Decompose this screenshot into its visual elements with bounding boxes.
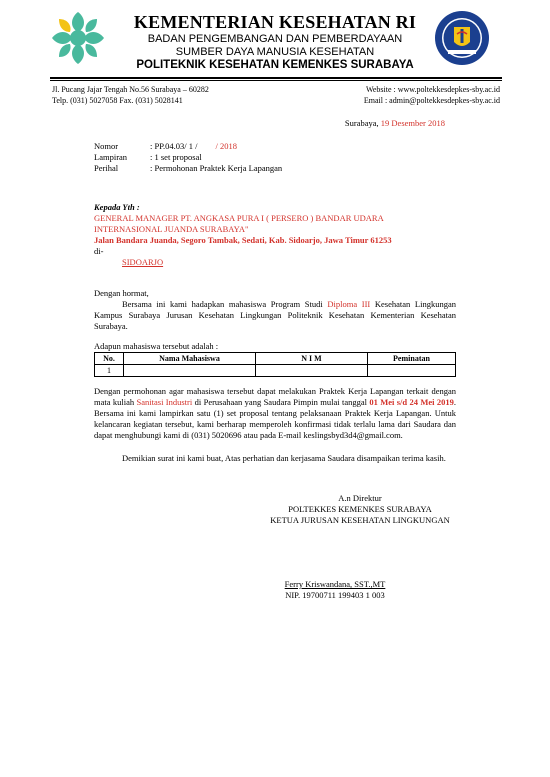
lampiran-value: : 1 set proposal — [150, 152, 202, 162]
table-cell — [256, 365, 368, 377]
email-line: Email : admin@poltekkesdepkes-sby.ac.id — [363, 96, 500, 105]
student-table — [94, 352, 456, 377]
kemenkes-logo — [50, 10, 106, 66]
p1-text-a: Bersama ini kami hadapkan mahasiswa Program Studi — [122, 299, 323, 309]
p2-text-c: . Bersama ini kami lampirkan satu (1) set proposal tentang pelaksanaan Praktek Kerja Lapangan. Untuk kelancaran kegiatan tersebut, kami berharap memperoleh konfirmasi tidak terlalu lama dari Saudara dan dapat menghubungi kami di (031) 5020696 atau pada E-mail keslingsbyd3d4@gmail.com. — [94, 397, 457, 440]
p1-text-b: Kesehatan Lingkungan Kampus Surabaya Jurusan Kesehatan Lingkungan Politeknik Kesehatan Kementerian Kesehatan Surabaya. — [94, 299, 457, 331]
paragraph-2 — [94, 386, 456, 441]
table-header: Peminatan — [368, 353, 456, 365]
greeting: Dengan hormat, — [94, 288, 149, 298]
kepada-yth: Kepada Yth : — [94, 202, 140, 212]
signature-line-2: POLTEKKES KEMENKES SURABAYA — [288, 504, 432, 514]
header-rule-thick — [50, 77, 502, 79]
signature-line-1: A.n Direktur — [338, 493, 382, 503]
agency-line-1: BADAN PENGEMBANGAN DAN PEMBERDAYAAN — [147, 33, 403, 45]
perihal-value: : Permohonan Praktek Kerja Lapangan — [150, 163, 283, 173]
nomor-year: / 2018 — [215, 141, 237, 151]
recipient-block — [94, 202, 464, 268]
date-city: Surabaya, — [344, 118, 379, 128]
signer-block — [230, 579, 440, 601]
p2-text-b: di Perusahaan yang Saudara Pimpin mulai tanggal — [194, 397, 367, 407]
nomor-value: : PP.04.03/ 1 / — [150, 141, 198, 151]
table-header: No. — [95, 353, 124, 365]
p1-program: Diploma III — [327, 299, 371, 309]
signer-nip: NIP. 19700711 199403 1 003 — [285, 590, 385, 600]
letter-body — [94, 288, 456, 464]
table-cell — [124, 365, 256, 377]
perihal-row — [94, 163, 454, 174]
table-header: N I M — [256, 353, 368, 365]
table-header: Nama Mahasiswa — [124, 353, 256, 365]
recipient-name-1: GENERAL MANAGER PT. ANGKASA PURA I ( PERSERO ) BANDAR UDARA — [94, 213, 384, 223]
table-row — [95, 365, 456, 377]
phone-line: Telp. (031) 5027058 Fax. (031) 5028141 — [52, 96, 183, 105]
website-line: Website : www.poltekkesdepkes-sby.ac.id — [365, 85, 500, 94]
agency-line-2: SUMBER DAYA MANUSIA KESEHATAN — [175, 46, 375, 58]
recipient-di: di- — [94, 246, 104, 256]
list-intro: Adapun mahasiswa tersebut adalah : — [94, 341, 219, 351]
table-cell: 1 — [95, 365, 124, 377]
nomor-label: Nomor — [94, 141, 119, 151]
table-cell — [368, 365, 456, 377]
recipient-address: Jalan Bandara Juanda, Segoro Tambak, Sedati, Kab. Sidoarjo, Jawa Timur 61253 — [94, 235, 392, 245]
perihal-label: Perihal — [94, 163, 119, 173]
date-value: 19 Desember 2018 — [380, 118, 445, 128]
address-line: Jl. Pucang Jajar Tengah No.56 Surabaya – 60282 — [52, 85, 209, 94]
recipient-name-2: INTERNASIONAL JUANDA SURABAYA" — [94, 224, 249, 234]
signer-name: Ferry Kriswandana, SST.,MT — [284, 579, 386, 589]
nomor-row — [94, 141, 454, 152]
poltekkes-seal — [434, 10, 490, 66]
signature-block — [200, 493, 520, 526]
p2-text-a: Dengan permohonan agar mahasiswa tersebut dapat melakukan Praktek Kerja Lapangan terkait dengan mata kuliah — [94, 386, 456, 407]
paragraph-3: Demikian surat ini kami buat, Atas perhatian dan kerjasama Saudara disampaikan terima kasih. — [122, 453, 446, 463]
letter-meta — [94, 141, 454, 174]
letter-date — [300, 118, 445, 129]
paragraph-1 — [94, 299, 456, 332]
recipient-city: SIDOARJO — [122, 257, 164, 267]
ministry-title: KEMENTERIAN KESEHATAN RI — [133, 12, 417, 32]
lampiran-label: Lampiran — [94, 152, 128, 162]
p2-course: Sanitasi Industri — [136, 397, 193, 407]
signature-line-3: KETUA JURUSAN KESEHATAN LINGKUNGAN — [270, 515, 450, 525]
lampiran-row — [94, 152, 454, 163]
table-header-row — [95, 353, 456, 365]
p2-period: 01 Mei s/d 24 Mei 2019 — [369, 397, 454, 407]
header-rule-thin — [50, 80, 502, 81]
institution-name: POLITEKNIK KESEHATAN KEMENKES SURABAYA — [136, 59, 414, 71]
